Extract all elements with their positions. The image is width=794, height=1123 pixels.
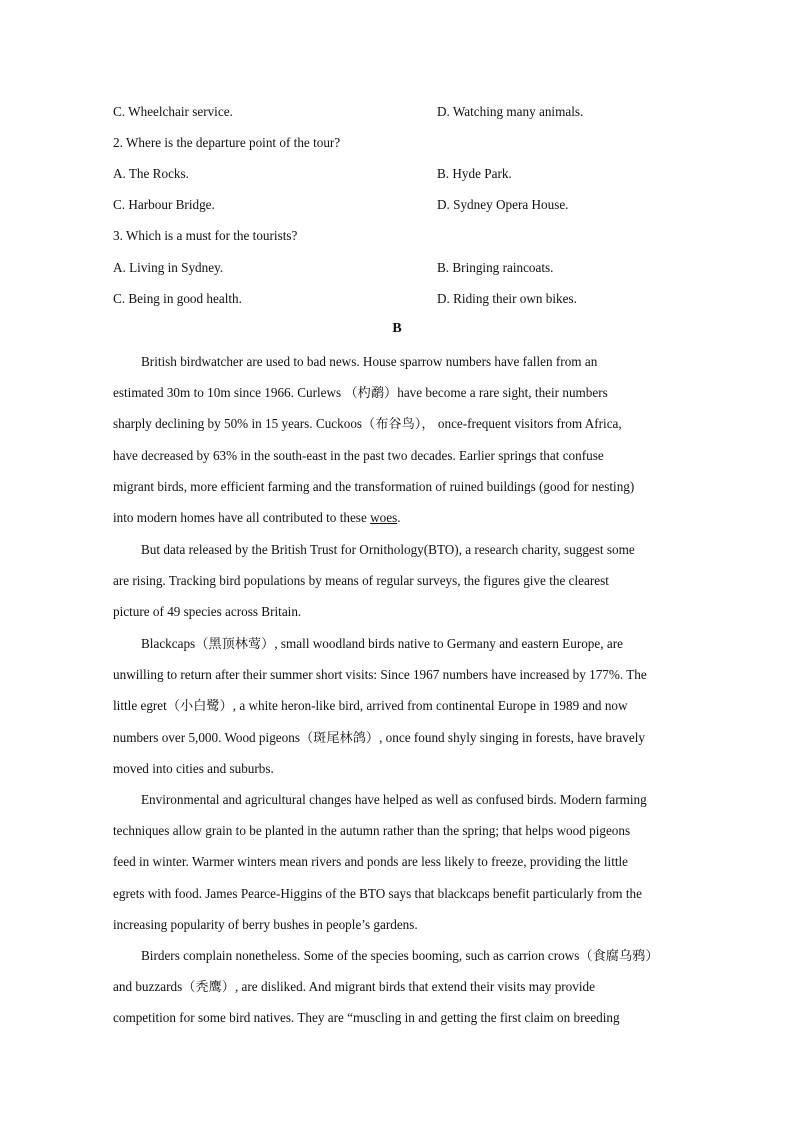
paragraph-line: egrets with food. James Pearce-Higgins of the BTO says that blackcaps benefit particularly from the	[113, 885, 642, 901]
paragraph-line: Birders complain nonetheless. Some of the species booming, such as carrion crows（食腐乌鸦）	[141, 948, 659, 963]
paragraph-line: increasing popularity of berry bushes in people’s gardens.	[113, 916, 418, 932]
paragraph-line: sharply declining by 50% in 15 years. Cuckoos（布谷鸟）， once-frequent visitors from Africa,	[113, 416, 622, 432]
paragraph-line: numbers over 5,000. Wood pigeons（斑尾林鸽）, once found shyly singing in forests, have bravely	[113, 729, 645, 745]
option-a: A. The Rocks.	[113, 166, 189, 181]
passage-paragraph-1	[113, 352, 658, 539]
q3-options-row-ab	[113, 260, 673, 280]
passage-paragraph-3	[113, 634, 658, 790]
option-d: D. Watching many animals.	[437, 104, 584, 119]
option-b: B. Hyde Park.	[437, 166, 512, 181]
paragraph-line: competition for some bird natives. They are “muscling in and getting the first claim on breeding	[113, 1010, 620, 1026]
underlined-word-woes: woes	[370, 509, 398, 525]
paragraph-line: Blackcaps（黑顶林莺）, small woodland birds native to Germany and eastern Europe, are	[141, 636, 623, 651]
paragraph-period: .	[397, 509, 401, 525]
question-3-stem: 3. Which is a must for the tourists?	[113, 228, 298, 243]
option-c: C. Harbour Bridge.	[113, 197, 215, 212]
passage-paragraph-4	[113, 790, 658, 946]
option-c: C. Wheelchair service.	[113, 104, 233, 119]
option-a: A. Living in Sydney.	[113, 260, 224, 275]
paragraph-line: are rising. Tracking bird populations by means of regular surveys, the figures give the clearest	[113, 573, 609, 589]
paragraph-line: British birdwatcher are used to bad news. House sparrow numbers have fallen from an	[141, 354, 598, 369]
paragraph-line: little egret（小白鹭）, a white heron-like bird, arrived from continental Europe in 1989 and now	[113, 698, 628, 714]
paragraph-line: techniques allow grain to be planted in the autumn rather than the spring; that helps wood pigeons	[113, 823, 631, 839]
paragraph-line: estimated 30m to 10m since 1966. Curlews （杓鹬）have become a rare sight, their numbers	[113, 385, 608, 401]
passage-paragraph-5	[113, 946, 658, 1040]
paragraph-line: unwilling to return after their summer short visits: Since 1967 numbers have increased by 177%. The	[113, 667, 647, 683]
paragraph-line: But data released by the British Trust for Ornithology(BTO), a research charity, suggest some	[141, 542, 635, 557]
q3-options-row-cd	[113, 291, 673, 311]
option-b: B. Bringing raincoats.	[437, 260, 554, 275]
paragraph-line: and buzzards（秃鹰）, are disliked. And migrant birds that extend their visits may provide	[113, 979, 595, 995]
paragraph-line: picture of 49 species across Britain.	[113, 604, 302, 620]
paragraph-text: into modern homes have all contributed to these	[113, 509, 371, 525]
paragraph-line-last	[113, 508, 658, 539]
paragraph-line: Environmental and agricultural changes have helped as well as confused birds. Modern farming	[141, 792, 647, 807]
passage-paragraph-2	[113, 540, 658, 634]
option-d: D. Sydney Opera House.	[437, 197, 569, 212]
paragraph-line: feed in winter. Warmer winters mean rivers and ponds are less likely to freeze, providing the little	[113, 854, 629, 870]
option-d: D. Riding their own bikes.	[437, 291, 577, 306]
paragraph-line: moved into cities and suburbs.	[113, 760, 274, 776]
section-b-title: B	[392, 321, 402, 336]
q2-options-row-ab	[113, 166, 673, 186]
q1-options-row-cd	[113, 104, 673, 124]
paragraph-line: have decreased by 63% in the south-east in the past two decades. Earlier springs that confuse	[113, 447, 604, 463]
paragraph-line: migrant birds, more efficient farming and the transformation of ruined buildings (good for nesting)	[113, 478, 635, 494]
question-2-stem: 2. Where is the departure point of the tour?	[113, 135, 341, 150]
option-c: C. Being in good health.	[113, 291, 242, 306]
q2-options-row-cd	[113, 197, 673, 217]
